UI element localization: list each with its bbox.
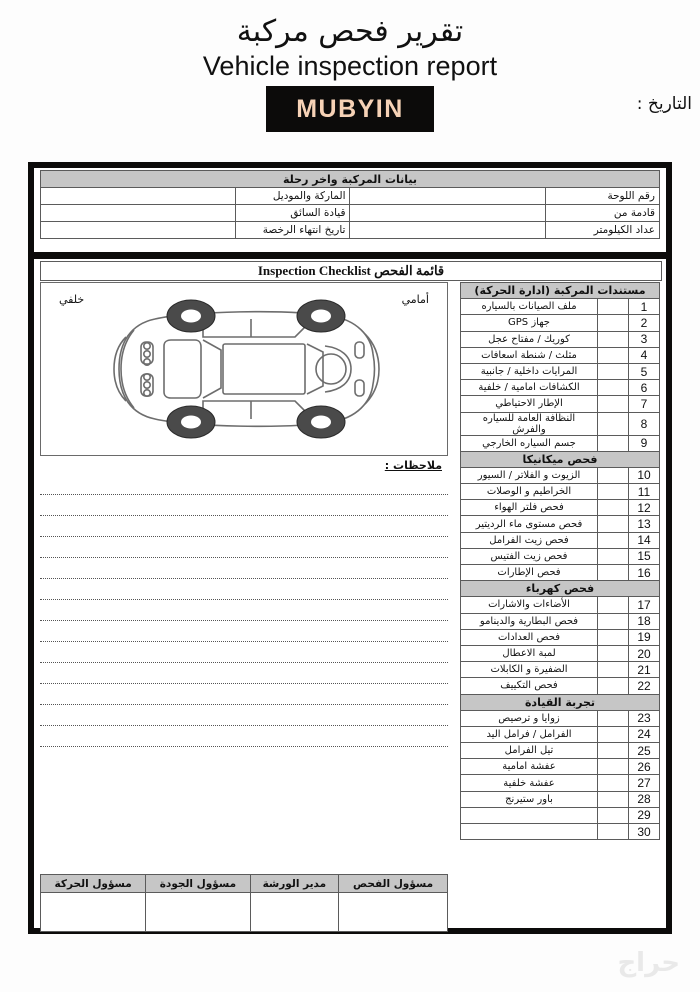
checklist-section-header <box>461 283 660 299</box>
notes-label: ملاحظات : <box>384 459 442 472</box>
checklist-row <box>461 467 660 483</box>
checklist-row <box>461 412 660 435</box>
checklist-item-checkbox[interactable] <box>598 396 629 412</box>
odometer-label: عداد الكيلومتر <box>545 222 659 239</box>
checklist-row <box>461 613 660 629</box>
checklist-item-checkbox[interactable] <box>598 467 629 483</box>
checklist-item-checkbox[interactable] <box>598 331 629 347</box>
checklist-item-label: فحص مستوى ماء الرديتير <box>461 516 598 532</box>
notes-line[interactable] <box>40 684 448 705</box>
checklist-item-label: فحص زيت الفرامل <box>461 532 598 548</box>
checklist-item-number: 15 <box>629 548 660 564</box>
checklist-item-number: 30 <box>629 824 660 840</box>
checklist-row <box>461 435 660 451</box>
signature-value-row <box>41 893 448 932</box>
signature-field-workshop-manager[interactable] <box>250 893 339 932</box>
checklist-item-label: مثلث / شنطة اسعافات <box>461 347 598 363</box>
diagram-front-label: أمامي <box>401 293 429 306</box>
checklist-item-number: 14 <box>629 532 660 548</box>
checklist-item-label <box>461 807 598 823</box>
checklist-item-label: الإطار الاحتياطي <box>461 396 598 412</box>
vehicle-data-table <box>40 170 660 239</box>
checklist-item-number: 20 <box>629 645 660 661</box>
checklist-item-checkbox[interactable] <box>598 363 629 379</box>
checklist-item-number: 7 <box>629 396 660 412</box>
signature-header-movement: مسؤول الحركة <box>41 875 146 893</box>
checklist-item-number: 10 <box>629 467 660 483</box>
checklist-item-label: تيل الفرامل <box>461 743 598 759</box>
mubyin-logo <box>266 86 434 132</box>
checklist-item-checkbox[interactable] <box>598 548 629 564</box>
signature-header-quality: مسؤول الجودة <box>146 875 250 893</box>
checklist-item-checkbox[interactable] <box>598 315 629 331</box>
checklist-item-label: الضفيرة و الكابلات <box>461 662 598 678</box>
checklist-item-checkbox[interactable] <box>598 532 629 548</box>
checklist-row <box>461 759 660 775</box>
notes-line[interactable] <box>40 642 448 663</box>
checklist-item-number: 25 <box>629 743 660 759</box>
checklist-row <box>461 743 660 759</box>
checklist-item-checkbox[interactable] <box>598 726 629 742</box>
signature-header-inspector: مسؤول الفحص <box>339 875 448 893</box>
license-expiry-value[interactable] <box>41 222 236 239</box>
checklist-item-checkbox[interactable] <box>598 516 629 532</box>
checklist-item-number: 21 <box>629 662 660 678</box>
checklist-row <box>461 500 660 516</box>
report-frame-inner <box>34 168 666 928</box>
vehicle-data-band <box>41 171 660 188</box>
signature-header-workshop-manager: مدير الورشة <box>250 875 339 893</box>
inspection-checklist <box>460 282 660 840</box>
notes-line[interactable] <box>40 537 448 558</box>
notes-line[interactable] <box>40 726 448 747</box>
driver-label: قيادة السائق <box>236 205 350 222</box>
section-title-documents: مستندات المركبة (ادارة الحركة) <box>461 283 660 299</box>
checklist-row <box>461 645 660 661</box>
checklist-row <box>461 726 660 742</box>
table-row <box>41 222 660 239</box>
checklist-item-checkbox[interactable] <box>598 435 629 451</box>
plate-number-label: رقم اللوحة <box>545 188 659 205</box>
notes-line[interactable] <box>40 663 448 684</box>
checklist-item-number: 1 <box>629 299 660 315</box>
checklist-item-number: 22 <box>629 678 660 694</box>
checklist-item-label: فحص التكييف <box>461 678 598 694</box>
section-title-mechanical: فحص ميكانيكا <box>461 451 660 467</box>
checklist-item-number: 23 <box>629 710 660 726</box>
checklist-row <box>461 396 660 412</box>
table-row <box>41 205 660 222</box>
vehicle-data-band-title: بيانات المركبة واخر رحلة <box>41 171 660 188</box>
checklist-item-number: 13 <box>629 516 660 532</box>
checklist-item-number: 29 <box>629 807 660 823</box>
license-expiry-label: تاريخ انتهاء الرخصة <box>236 222 350 239</box>
checklist-item-checkbox[interactable] <box>598 662 629 678</box>
checklist-item-checkbox[interactable] <box>598 412 629 435</box>
left-column <box>40 282 448 747</box>
checklist-item-number: 17 <box>629 597 660 613</box>
checklist-item-checkbox[interactable] <box>598 743 629 759</box>
coming-from-label: قادمة من <box>545 205 659 222</box>
report-page <box>0 14 700 992</box>
checklist-item-label: فحص زيت الفتيس <box>461 548 598 564</box>
checklist-row <box>461 775 660 791</box>
section-title-driving-test: تجربة القيادة <box>461 694 660 710</box>
notes-line[interactable] <box>40 621 448 642</box>
notes-line[interactable] <box>40 558 448 579</box>
checklist-section-header <box>461 694 660 710</box>
checklist-item-number: 18 <box>629 613 660 629</box>
checklist-item-label: زوايا و ترصيص <box>461 710 598 726</box>
checklist-item-label: عفشة خلفية <box>461 775 598 791</box>
checklist-row <box>461 484 660 500</box>
date-label: التاريخ : <box>636 94 692 114</box>
checklist-item-label: جسم السياره الخارجي <box>461 435 598 451</box>
notes-line[interactable] <box>40 516 448 537</box>
checklist-item-label: الفرامل / فرامل اليد <box>461 726 598 742</box>
signature-field-inspector[interactable] <box>339 893 448 932</box>
signature-field-quality[interactable] <box>146 893 250 932</box>
watermark: حراج <box>617 948 680 978</box>
checklist-item-number: 3 <box>629 331 660 347</box>
checklist-item-label: المرايات داخلية / جانبية <box>461 363 598 379</box>
checklist-item-checkbox[interactable] <box>598 678 629 694</box>
diagram-rear-label: خلفي <box>59 293 85 306</box>
signature-table <box>40 874 448 932</box>
section-title-electrical: فحص كهرباء <box>461 581 660 597</box>
checklist-item-checkbox[interactable] <box>598 645 629 661</box>
checklist-item-label: الزيوت و الفلاتر / السيور <box>461 467 598 483</box>
checklist-item-number: 6 <box>629 380 660 396</box>
coming-from-value[interactable] <box>350 205 545 222</box>
checklist-item-checkbox[interactable] <box>598 380 629 396</box>
checklist-row <box>461 532 660 548</box>
checklist-item-number: 4 <box>629 347 660 363</box>
checklist-item-number: 12 <box>629 500 660 516</box>
checklist-item-checkbox[interactable] <box>598 613 629 629</box>
checklist-item-checkbox[interactable] <box>598 484 629 500</box>
checklist-item-number: 11 <box>629 484 660 500</box>
checklist-item-checkbox[interactable] <box>598 775 629 791</box>
checklist-item-label: فحص العدادات <box>461 629 598 645</box>
logo-text: MUBYIN <box>296 94 404 123</box>
checklist-row <box>461 315 660 331</box>
checklist-item-label: فحص فلتر الهواء <box>461 500 598 516</box>
checklist-item-label: ملف الصيانات بالسياره <box>461 299 598 315</box>
checklist-section-header <box>461 581 660 597</box>
checklist-item-checkbox[interactable] <box>598 299 629 315</box>
checklist-item-number: 26 <box>629 759 660 775</box>
checklist-row <box>461 824 660 840</box>
checklist-row <box>461 662 660 678</box>
page-title-arabic: تقرير فحص مركبة <box>236 14 464 49</box>
checklist-row <box>461 710 660 726</box>
checklist-row <box>461 331 660 347</box>
brand-model-label: الماركة والموديل <box>236 188 350 205</box>
checklist-row <box>461 791 660 807</box>
notes-line[interactable] <box>40 705 448 726</box>
plate-number-value[interactable] <box>350 188 545 205</box>
checklist-row <box>461 807 660 823</box>
checklist-item-number: 9 <box>629 435 660 451</box>
checklist-item-number: 28 <box>629 791 660 807</box>
checklist-item-label: باور ستيرنج <box>461 791 598 807</box>
checklist-row <box>461 516 660 532</box>
checklist-item-label: فحص الإطارات <box>461 565 598 581</box>
section-separator-bar <box>34 252 666 259</box>
notes-line[interactable] <box>40 474 448 495</box>
logo-row <box>0 86 700 132</box>
checklist-item-checkbox[interactable] <box>598 629 629 645</box>
checklist-section-header <box>461 451 660 467</box>
driver-value[interactable] <box>41 205 236 222</box>
car-top-view-icon <box>79 294 409 444</box>
table-row <box>41 188 660 205</box>
notes-line[interactable] <box>40 600 448 621</box>
checklist-item-number: 27 <box>629 775 660 791</box>
notes-lines[interactable] <box>40 474 448 747</box>
checklist-item-label: فحص البطارية والدينامو <box>461 613 598 629</box>
checklist-item-checkbox[interactable] <box>598 500 629 516</box>
checklist-row <box>461 565 660 581</box>
signature-header-row <box>41 875 448 893</box>
checklist-row <box>461 678 660 694</box>
report-frame <box>28 162 672 934</box>
notes-line[interactable] <box>40 495 448 516</box>
checklist-title: قائمة الفحص Inspection Checklist <box>40 261 662 281</box>
checklist-item-label: لمبة الاعطال <box>461 645 598 661</box>
checklist-row <box>461 629 660 645</box>
checklist-row <box>461 380 660 396</box>
checklist-item-checkbox[interactable] <box>598 824 629 840</box>
vehicle-diagram[interactable] <box>40 282 448 456</box>
checklist-item-number: 2 <box>629 315 660 331</box>
checklist-item-checkbox[interactable] <box>598 791 629 807</box>
checklist-item-number: 8 <box>629 412 660 435</box>
checklist-item-number: 24 <box>629 726 660 742</box>
checklist-item-checkbox[interactable] <box>598 759 629 775</box>
signature-field-movement[interactable] <box>41 893 146 932</box>
checklist-item-number: 16 <box>629 565 660 581</box>
checklist-item-label: النظافة العامة للسياره والفرش <box>461 412 598 435</box>
checklist-item-label: الأضاءات والاشارات <box>461 597 598 613</box>
checklist-row <box>461 548 660 564</box>
checklist-item-checkbox[interactable] <box>598 565 629 581</box>
page-title-english: Vehicle inspection report <box>202 51 498 81</box>
notes-line[interactable] <box>40 579 448 600</box>
checklist-item-label <box>461 824 598 840</box>
checklist-item-checkbox[interactable] <box>598 807 629 823</box>
checklist-item-label: الكشافات امامية / خلفية <box>461 380 598 396</box>
checklist-item-checkbox[interactable] <box>598 347 629 363</box>
checklist-item-number: 19 <box>629 629 660 645</box>
odometer-value[interactable] <box>350 222 545 239</box>
checklist-item-label: كوريك / مفتاح عجل <box>461 331 598 347</box>
checklist-row <box>461 363 660 379</box>
checklist-item-label: جهاز GPS <box>461 315 598 331</box>
checklist-item-checkbox[interactable] <box>598 597 629 613</box>
checklist-item-label: عفشة امامية <box>461 759 598 775</box>
checklist-row <box>461 299 660 315</box>
brand-model-value[interactable] <box>41 188 236 205</box>
checklist-item-number: 5 <box>629 363 660 379</box>
checklist-row <box>461 347 660 363</box>
checklist-item-label: الخراطيم و الوصلات <box>461 484 598 500</box>
checklist-row <box>461 597 660 613</box>
checklist-item-checkbox[interactable] <box>598 710 629 726</box>
